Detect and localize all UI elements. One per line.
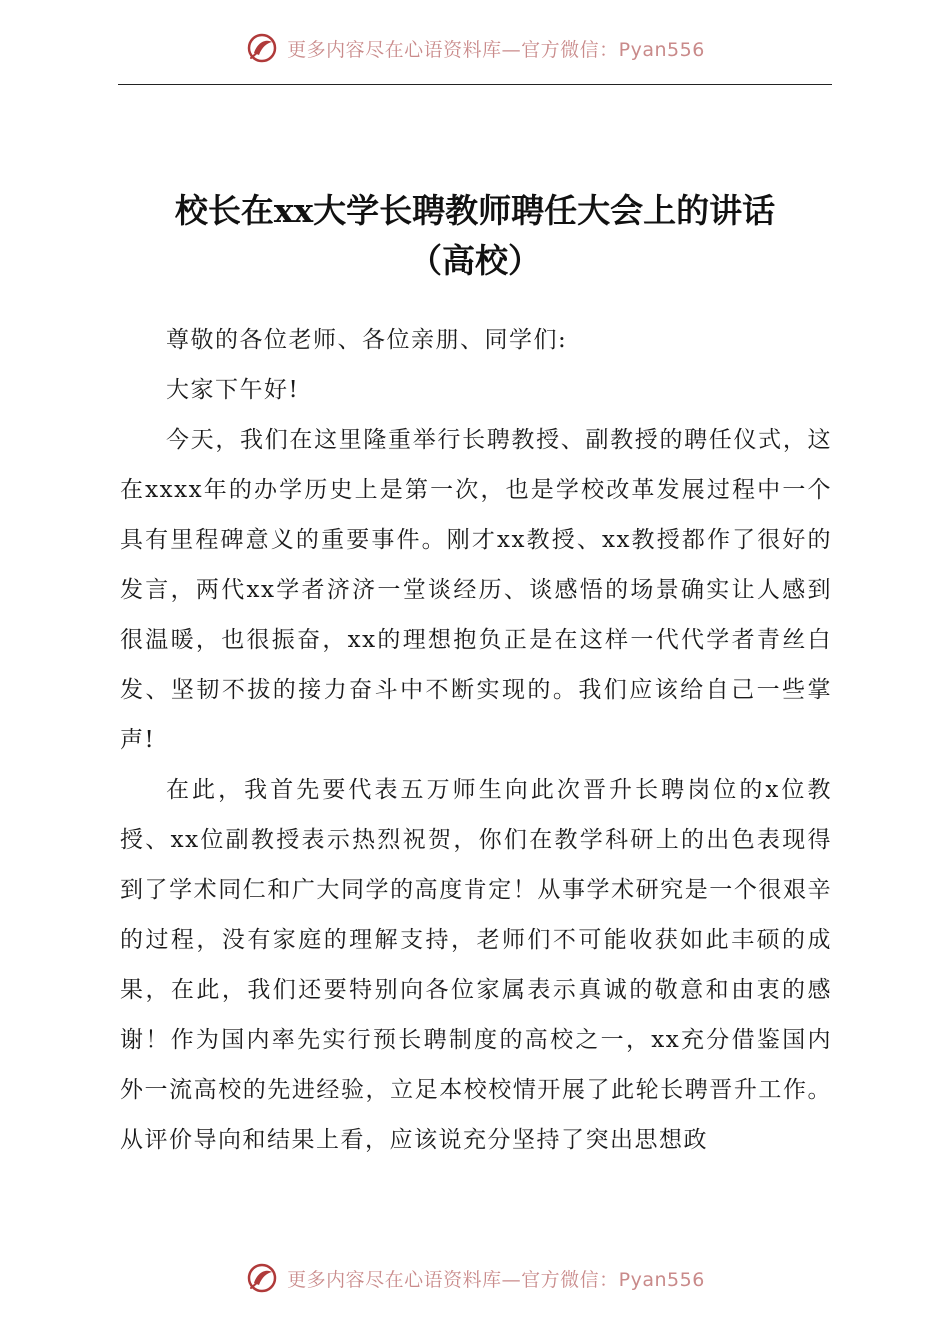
brand-logo-icon xyxy=(245,1261,279,1295)
banner-text: 更多内容尽在心语资料库—官方微信：Pyan556 xyxy=(287,1268,705,1291)
banner-text: 更多内容尽在心语资料库—官方微信：Pyan556 xyxy=(287,38,705,61)
title-line-1: 校长在xx大学长聘教师聘任大会上的讲话 xyxy=(174,191,776,230)
salutation: 尊敬的各位老师、各位亲朋、同学们: xyxy=(166,327,568,353)
wechat-id: Pyan556 xyxy=(618,38,705,61)
header-banner xyxy=(0,28,950,68)
paragraph-1: 今天，我们在这里隆重举行长聘教授、副教授的聘任仪式，这在xxxx年的办学历史上是第一次，也是学校改革发展过程中一个具有里程碑意义的重要事件。刚才xx教授、xx教授都作了很好的发言，两代xx学者济济一堂谈经历、谈感悟的场景确实让人感到很温暖，也很振奋，xx的理想抱负正是在这样一代代学者青丝白发、坚韧不拔的接力奋斗中不断实现的。我们应该给自己一些掌声! xyxy=(120,427,832,753)
wechat-id: Pyan556 xyxy=(618,1268,705,1291)
greeting: 大家下午好! xyxy=(166,377,300,403)
header-divider xyxy=(118,84,832,85)
brand-logo-icon xyxy=(245,31,279,65)
paragraph-2: 在此，我首先要代表五万师生向此次晋升长聘岗位的x位教授、xx位副教授表示热烈祝贺，你们在教学科研上的出色表现得到了学术同仁和广大同学的高度肯定！从事学术研究是一个很艰辛的过程，没有家庭的理解支持，老师们不可能收获如此丰硕的成果，在此，我们还要特别向各位家属表示真诚的敬意和由衷的感谢！作为国内率先实行预长聘制度的高校之一，xx充分借鉴国内外一流高校的先进经验，立足本校校情开展了此轮长聘晋升工作。从评价导向和结果上看，应该说充分坚持了突出思想政 xyxy=(120,777,832,1153)
document-title xyxy=(118,186,832,286)
document-body xyxy=(120,315,832,1165)
title-line-2: （高校） xyxy=(409,241,541,280)
footer-banner xyxy=(0,1258,950,1298)
